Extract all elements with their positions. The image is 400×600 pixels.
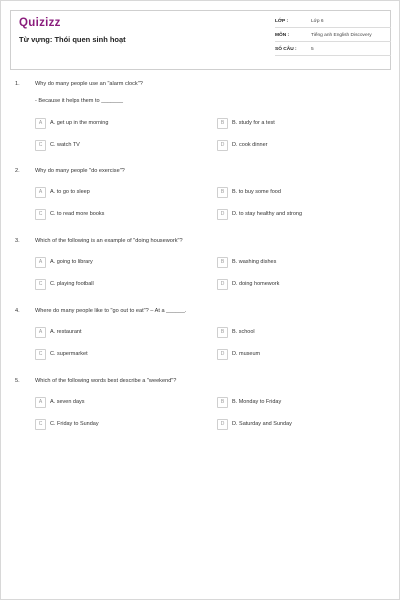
option-letter-box: B [217, 327, 228, 338]
option-text: C. watch TV [50, 142, 80, 148]
meta-value: Lớp 6 [311, 19, 324, 24]
question-text: Where do many people like to "go out to eat"? – At a ______. [35, 308, 187, 314]
option-text: C. playing football [50, 281, 94, 287]
option-letter-box: C [35, 279, 46, 290]
option-letter-box: C [35, 349, 46, 360]
question-text: Which of the following words best describe a "weekend"? [35, 378, 177, 384]
meta-value: 5 [311, 47, 314, 52]
meta-key: LỚP : [275, 19, 289, 24]
worksheet-header [10, 10, 391, 70]
option-text: A. get up in the morning [50, 120, 109, 126]
option-text: B. school [232, 329, 255, 335]
question-text: Why do many people "do exercise"? [35, 168, 125, 174]
option-letter-box: A [35, 397, 46, 408]
option-letter-box: B [217, 118, 228, 129]
option-text: D. doing homework [232, 281, 280, 287]
meta-row-subject [275, 30, 391, 42]
option-letter-box: D [217, 140, 228, 151]
option-letter-box: B [217, 397, 228, 408]
option-text: D. Saturday and Sunday [232, 421, 292, 427]
question-text: Why do many people use an "alarm clock"? [35, 81, 143, 87]
page-title: Từ vựng: Thói quen sinh hoạt [19, 35, 126, 44]
option-letter-box: B [217, 187, 228, 198]
question-number: 3. [15, 238, 20, 244]
option-text: B. Monday to Friday [232, 399, 282, 405]
meta-key: SỐ CÂU : [275, 47, 297, 52]
question-text: Which of the following is an example of "doing housework"? [35, 238, 183, 244]
option-text: B. to buy some food [232, 189, 281, 195]
option-letter-box: A [35, 118, 46, 129]
option-text: A. to go to sleep [50, 189, 90, 195]
option-text: D. cook dinner [232, 142, 268, 148]
option-letter-box: D [217, 279, 228, 290]
option-letter-box: D [217, 349, 228, 360]
option-text: A. going to library [50, 259, 93, 265]
option-text: C. Friday to Sunday [50, 421, 99, 427]
option-letter-box: C [35, 419, 46, 430]
option-text: C. to read more books [50, 211, 105, 217]
meta-row-count [275, 44, 391, 56]
question-number: 2. [15, 168, 20, 174]
option-letter-box: D [217, 419, 228, 430]
meta-value: Tiếng anh English Discovery [311, 33, 372, 38]
option-text: D. to stay healthy and strong [232, 211, 303, 217]
option-letter-box: B [217, 257, 228, 268]
meta-key: MÔN : [275, 33, 290, 38]
option-text: B. study for a test [232, 120, 275, 126]
option-text: A. restaurant [50, 329, 82, 335]
option-letter-box: A [35, 187, 46, 198]
question-subtext: - Because it helps them to _______ [35, 98, 124, 104]
option-text: D. museum [232, 351, 261, 357]
option-letter-box: D [217, 209, 228, 220]
option-letter-box: A [35, 327, 46, 338]
option-letter-box: C [35, 209, 46, 220]
option-text: A. seven days [50, 399, 85, 405]
option-letter-box: C [35, 140, 46, 151]
meta-row-class [275, 16, 391, 28]
question-number: 4. [15, 308, 20, 314]
question-number: 1. [15, 81, 20, 87]
option-text: B. washing dishes [232, 259, 277, 265]
question-number: 5. [15, 378, 20, 384]
quizizz-logo: Quizizz [19, 17, 61, 29]
option-letter-box: A [35, 257, 46, 268]
option-text: C. supermarket [50, 351, 88, 357]
